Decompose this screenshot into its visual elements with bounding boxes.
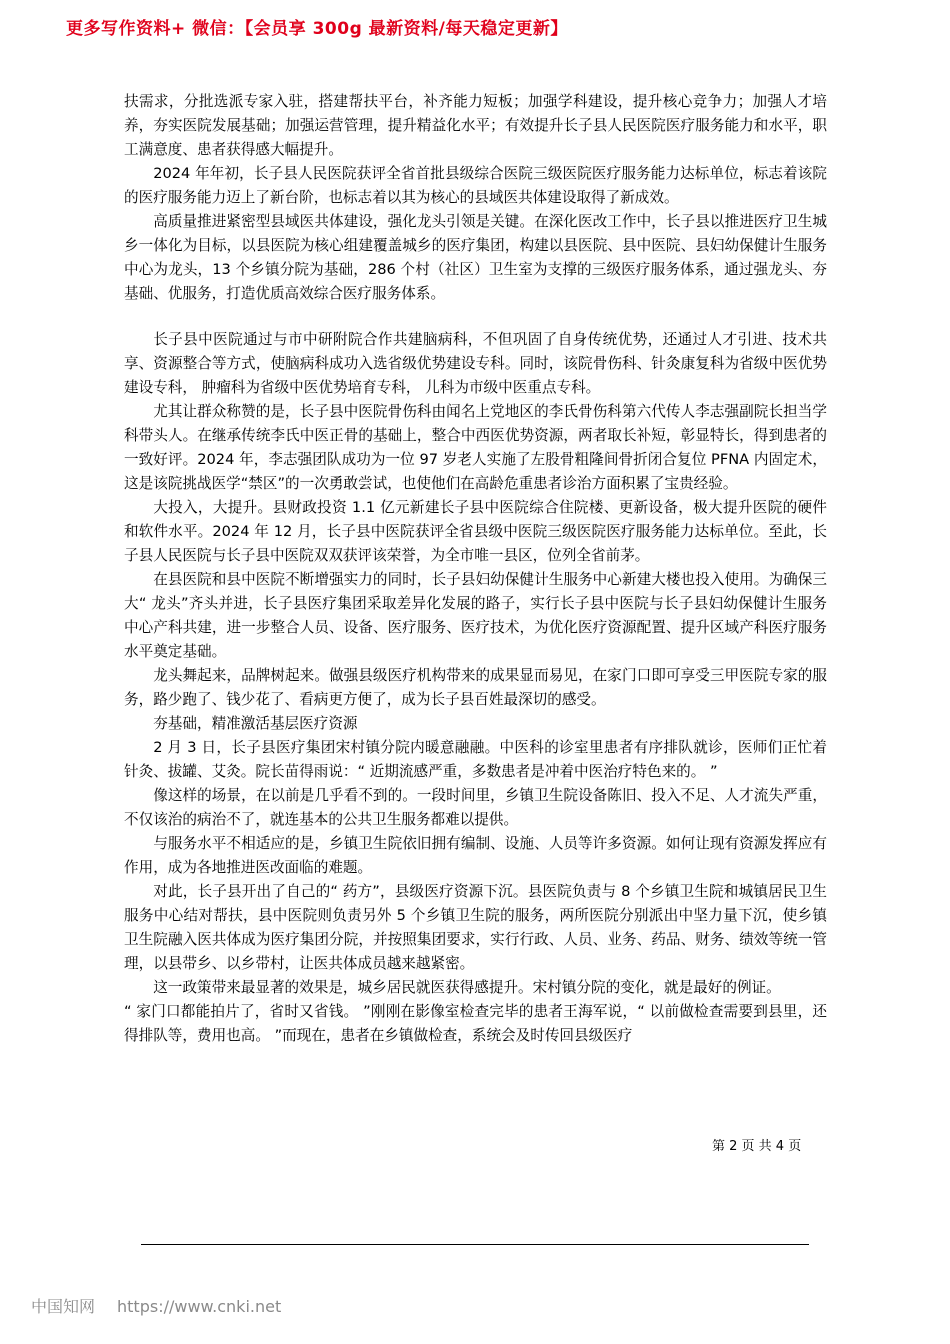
page-number: 第 2 页 共 4 页 [712, 1139, 802, 1154]
paragraph-2: 2024 年年初，长子县人民医院获评全省首批县级综合医院三级医院医疗服务能力达标单位，标志着该院的医疗服务能力迈上了新台阶，也标志着以其为核心的县域医共体建设取得了新成效。 [124, 165, 827, 206]
paragraph-1: 扶需求，分批选派专家入驻，搭建帮扶平台，补齐能力短板；加强学科建设，提升核心竞争力；加强人才培养，夯实医院发展基础；加强运营管理，提升精益化水平；有效提升长子县人民医院医疗服务能力和水平，职工满意度、患者获得感大幅提升。 [124, 93, 827, 158]
footer-divider [141, 1244, 809, 1245]
section-heading: 夯基础，精准激活基层医疗资源 [153, 715, 358, 732]
paragraph-5: 尤其让群众称赞的是，长子县中医院骨伤科由闻名上党地区的李氏骨伤科第六代传人李志强副院长担当学科带头人。在继承传统李氏中医正骨的基础上，整合中西医优势资源，两者取长补短，彰显特长，得到患者的一致好评。2024 年，李志强团队成功为一位 97 岁老人实施了左股骨粗隆间骨折闭合复位 PFNA 内固定术，这是该院挑战医学“禁区”的一次勇敢尝试，也使他们在高龄危重患者诊治方面积累了宝贵经验。 [124, 403, 827, 492]
paragraph-7: 在县医院和县中医院不断增强实力的同时，长子县妇幼保健计生服务中心新建大楼也投入使用。为确保三大“ 龙头”齐头并进，长子县医疗集团采取差异化发展的路子，实行长子县中医院与长子县妇幼保健计生服务中心产科共建，进一步整合人员、设备、医疗服务、医疗技术，为优化医疗资源配置、提升区域产科医疗服务水平奠定基础。 [124, 571, 827, 660]
paragraph-12: 与服务水平不相适应的是，乡镇卫生院依旧拥有编制、设施、人员等许多资源。如何让现有资源发挥应有作用，成为各地推进医改面临的难题。 [124, 835, 827, 876]
paragraph-13: 对此，长子县开出了自己的“ 药方”，县级医疗资源下沉。县医院负责与 8 个乡镇卫生院和城镇居民卫生服务中心结对帮扶，县中医院则负责另外 5 个乡镇卫生院的服务，两所医院分别派出中坚力量下沉，使乡镇卫生院融入医共体成为医疗集团分院，并按照集团要求，实行行政、人员、业务、药品、财务、绩效等统一管理，以县带乡、以乡带村，让医共体成员越来越紧密。 [124, 883, 827, 972]
article-body [124, 90, 827, 1048]
promo-banner: 更多写作资料+ 微信：【会员享 300g 最新资料/每天稳定更新】 [66, 19, 568, 39]
paragraph-11: 像这样的场景，在以前是几乎看不到的。一段时间里，乡镇卫生院设备陈旧、投入不足、人才流失严重，不仅该治的病治不了，就连基本的公共卫生服务都难以提供。 [124, 787, 827, 828]
watermark-url: https://www.cnki.net [117, 1297, 282, 1316]
watermark-name: 中国知网 [31, 1297, 96, 1316]
paragraph-3: 高质量推进紧密型县域医共体建设，强化龙头引领是关键。在深化医改工作中，长子县以推进医疗卫生城乡一体化为目标，以县医院为核心组建覆盖城乡的医疗集团，构建以县医院、县中医院、县妇幼保健计生服务中心为龙头，13 个乡镇分院为基础，286 个村（社区）卫生室为支撑的三级医疗服务体系，通过强龙头、夯基础、优服务，打造优质高效综合医疗服务体系。 [124, 213, 827, 302]
paragraph-10: 2 月 3 日，长子县医疗集团宋村镇分院内暖意融融。中医科的诊室里患者有序排队就诊，医师们正忙着针灸、拔罐、艾灸。院长苗得雨说：“ 近期流感严重，多数患者是冲着中医治疗特色来的。 ” [124, 739, 827, 780]
watermark [31, 1294, 281, 1317]
paragraph-8: 龙头舞起来，品牌树起来。做强县级医疗机构带来的成果显而易见，在家门口即可享受三甲医院专家的服务，路少跑了、钱少花了、看病更方便了，成为长子县百姓最深切的感受。 [124, 667, 827, 708]
paragraph-6: 大投入，大提升。县财政投资 1.1 亿元新建长子县中医院综合住院楼、更新设备，极大提升医院的硬件和软件水平。2024 年 12 月，长子县中医院获评全省县级中医院三级医院医疗服务能力达标单位。至此，长子县人民医院与长子县中医院双双获评该荣誉，为全市唯一县区，位列全省前茅。 [124, 499, 827, 564]
paragraph-15: “ 家门口都能拍片了，省时又省钱。 ”刚刚在影像室检查完毕的患者王海军说，“ 以前做检查需要到县里，还得排队等，费用也高。 ”而现在，患者在乡镇做检查，系统会及时传回县级医疗 [124, 1003, 827, 1044]
paragraph-4: 长子县中医院通过与市中研附院合作共建脑病科，不但巩固了自身传统优势，还通过人才引进、技术共享、资源整合等方式，使脑病科成功入选省级优势建设专科。同时，该院骨伤科、针灸康复科为省级中医优势建设专科， 肿瘤科为省级中医优势培育专科， 儿科为市级中医重点专科。 [124, 331, 827, 396]
paragraph-14: 这一政策带来最显著的效果是，城乡居民就医获得感提升。宋村镇分院的变化，就是最好的例证。 [153, 979, 781, 996]
